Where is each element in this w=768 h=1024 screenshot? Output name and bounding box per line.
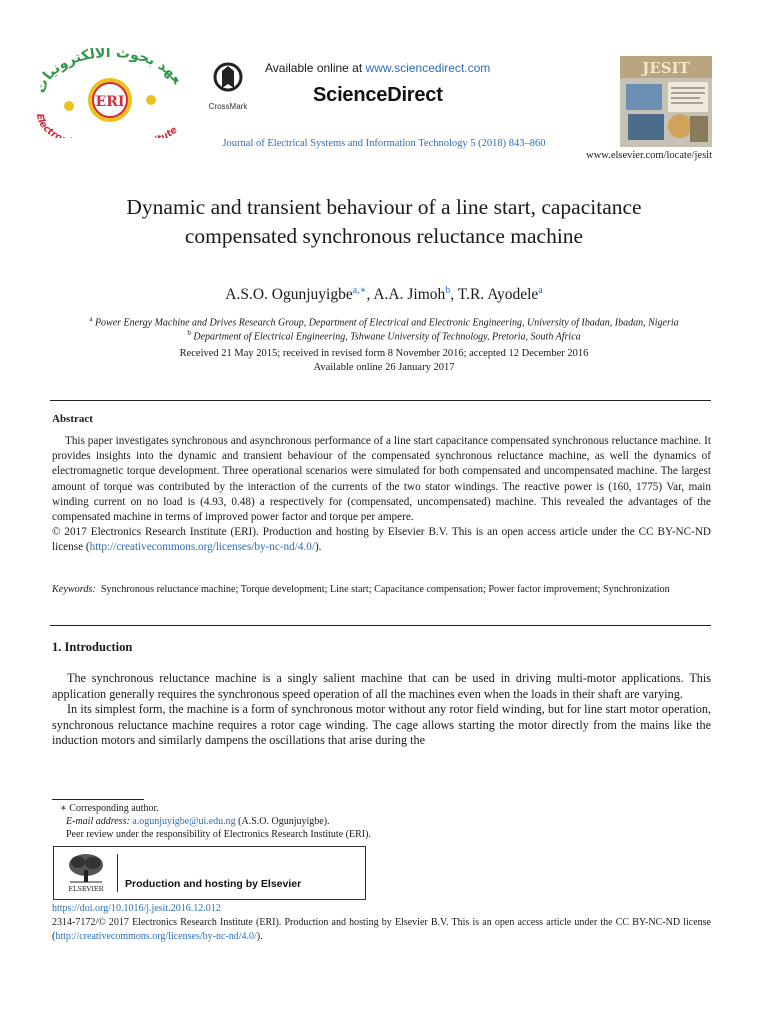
abstract-heading: Abstract [52, 413, 93, 425]
affiliation-a [40, 315, 728, 328]
affiliation-mark: b [187, 329, 191, 337]
author-separator: , [366, 286, 374, 304]
abstract-text: This paper investigates synchronous and asynchronous performance of a line start capacitance compensated synchronous reluctance machine. It provides insights into the dynamic and transient behaviour of the compensated synchronous reluctance machine, as well the dynamics of electromagnetic torque development. Three operational scenarios were simulated for both compensated and uncompensated machine. The largest amount of torque was contributed by the interaction of the currents of the two stator windings. The reactive power is (160, 1775) Var, main winding current on no load is (4.93, 0.48) a respectively for (compensated, uncompensated) machine. This revealed the advantages of the compensated machine in terms of improved power factor and torque per ampere. [52, 435, 711, 524]
bottom-copyright [52, 916, 711, 943]
eri-logo [26, 48, 194, 138]
elsevier-divider [117, 854, 118, 892]
abstract-copyright [52, 525, 711, 555]
author-name: T.R. Ayodele [457, 286, 539, 304]
copyright-text: © 2017 Electronics Research Institute (ERI). Production and hosting by Elsevier B.V. This is an open access article under the CC BY-NC-ND license ( [52, 526, 711, 554]
affiliation-mark: a [89, 315, 93, 323]
intro-body [52, 671, 711, 749]
elsevier-hosting-text: Production and hosting by Elsevier [125, 878, 302, 890]
bottom-license-link[interactable]: http://creativecommons.org/licenses/by-nc-nd/4.0/ [55, 930, 257, 942]
journal-citation[interactable]: Journal of Electrical Systems and Information Technology 5 (2018) 843–860 [222, 138, 546, 149]
crossmark-badge[interactable] [202, 62, 254, 112]
corresponding-author-text: ∗ Corresponding author. [60, 803, 159, 814]
keywords-list: Synchronous reluctance machine; Torque development; Line start; Capacitance compensation; Power factor improvement; Synchronization [100, 584, 670, 595]
crossmark-icon [213, 62, 243, 96]
logo-english-text: Electro ute [34, 112, 180, 138]
author-separator: , [450, 286, 458, 304]
intro-paragraph: In its simplest form, the machine is a form of synchronous motor without any rotor field winding, but for line start motor operation, synchronous reluctance machine requires a rotor cage winding. The cage allows starting the motor directly from the mains like the induction motors and similarly dampens the oscillations that arise during the [52, 702, 711, 748]
email-suffix: (A.S.O. Ogunjuyigbe). [235, 816, 330, 827]
abstract-body [52, 434, 711, 556]
journal-url[interactable]: www.elsevier.com/locate/jesit [586, 150, 712, 161]
divider [50, 400, 711, 401]
email-link[interactable]: a.ogunjuyigbe@ui.edu.ng [132, 816, 236, 827]
section-heading: 1. Introduction [52, 640, 133, 654]
bottom-copyright-text: 2314-7172/© 2017 Electronics Research Institute (ERI). Production and hosting by Elsevier B.V. This is an open access article under the CC BY-NC-ND license ( [52, 917, 711, 942]
affiliation-text: Department of Electrical Engineering, Tshwane University of Technology, Pretoria, South Africa [193, 331, 581, 343]
available-online-date: Available online 26 January 2017 [313, 362, 455, 373]
elsevier-wordmark: ELSEVIER [68, 885, 104, 893]
intro-paragraph: The synchronous reluctance machine is a singly salient machine that can be used in driving multi-motor applications. This application generally requires the synchronous speed operation of all the machines even when the loads in their shaft are varying. [52, 671, 711, 701]
author-affiliation-mark[interactable]: a [538, 285, 543, 296]
available-online [265, 61, 490, 75]
logo-letters: ERI [95, 94, 125, 110]
author-list [0, 285, 768, 304]
footnote-divider [52, 799, 144, 800]
doi-link[interactable]: https://doi.org/10.1016/j.jesit.2016.12.012 [52, 903, 221, 914]
logo-arabic-text: عهد بحوث الالكترونيات [32, 48, 186, 96]
email-note [66, 815, 330, 828]
title-line-1: Dynamic and transient behaviour of a line start, capacitance [126, 195, 642, 219]
author-affiliation-mark[interactable]: b [445, 285, 451, 296]
elsevier-tree-icon [62, 852, 110, 894]
article-title [40, 193, 728, 251]
copyright-suffix: ). [314, 541, 322, 554]
corresponding-author-note [60, 802, 159, 815]
elsevier-box [53, 846, 366, 900]
affiliation-text: Power Energy Machine and Drives Research Group, Department of Electrical and Electronic Engineering, University of Ibadan, Ibadan, Nigeria [94, 317, 679, 329]
keywords [52, 583, 711, 597]
crossmark-label: CrossMark [208, 102, 248, 111]
journal-cover[interactable] [620, 56, 712, 147]
author-affiliation-mark[interactable]: a,∗ [352, 285, 367, 296]
sciencedirect-brand: ScienceDirect [313, 84, 443, 106]
author-name: A.S.O. Ogunjuyigbe [225, 286, 353, 304]
sciencedirect-link[interactable]: www.sciencedirect.com [365, 61, 491, 75]
available-prefix: Available online at [265, 61, 366, 75]
author-name: A.A. Jimoh [373, 286, 446, 304]
cover-title: JESIT [642, 59, 690, 77]
article-dates: Received 21 May 2015; received in revised form 8 November 2016; accepted 12 December 2016 [179, 348, 589, 359]
title-line-2: compensated synchronous reluctance machine [184, 224, 584, 248]
divider [50, 625, 711, 626]
license-link[interactable]: http://creativecommons.org/licenses/by-nc-nd/4.0/ [89, 541, 315, 554]
bottom-copyright-suffix: ). [256, 930, 263, 942]
keywords-label: Keywords: [52, 584, 96, 595]
affiliation-b [40, 329, 728, 342]
peer-review-note: Peer review under the responsibility of Electronics Research Institute (ERI). [66, 829, 371, 840]
email-label: E-mail address: [66, 816, 130, 827]
